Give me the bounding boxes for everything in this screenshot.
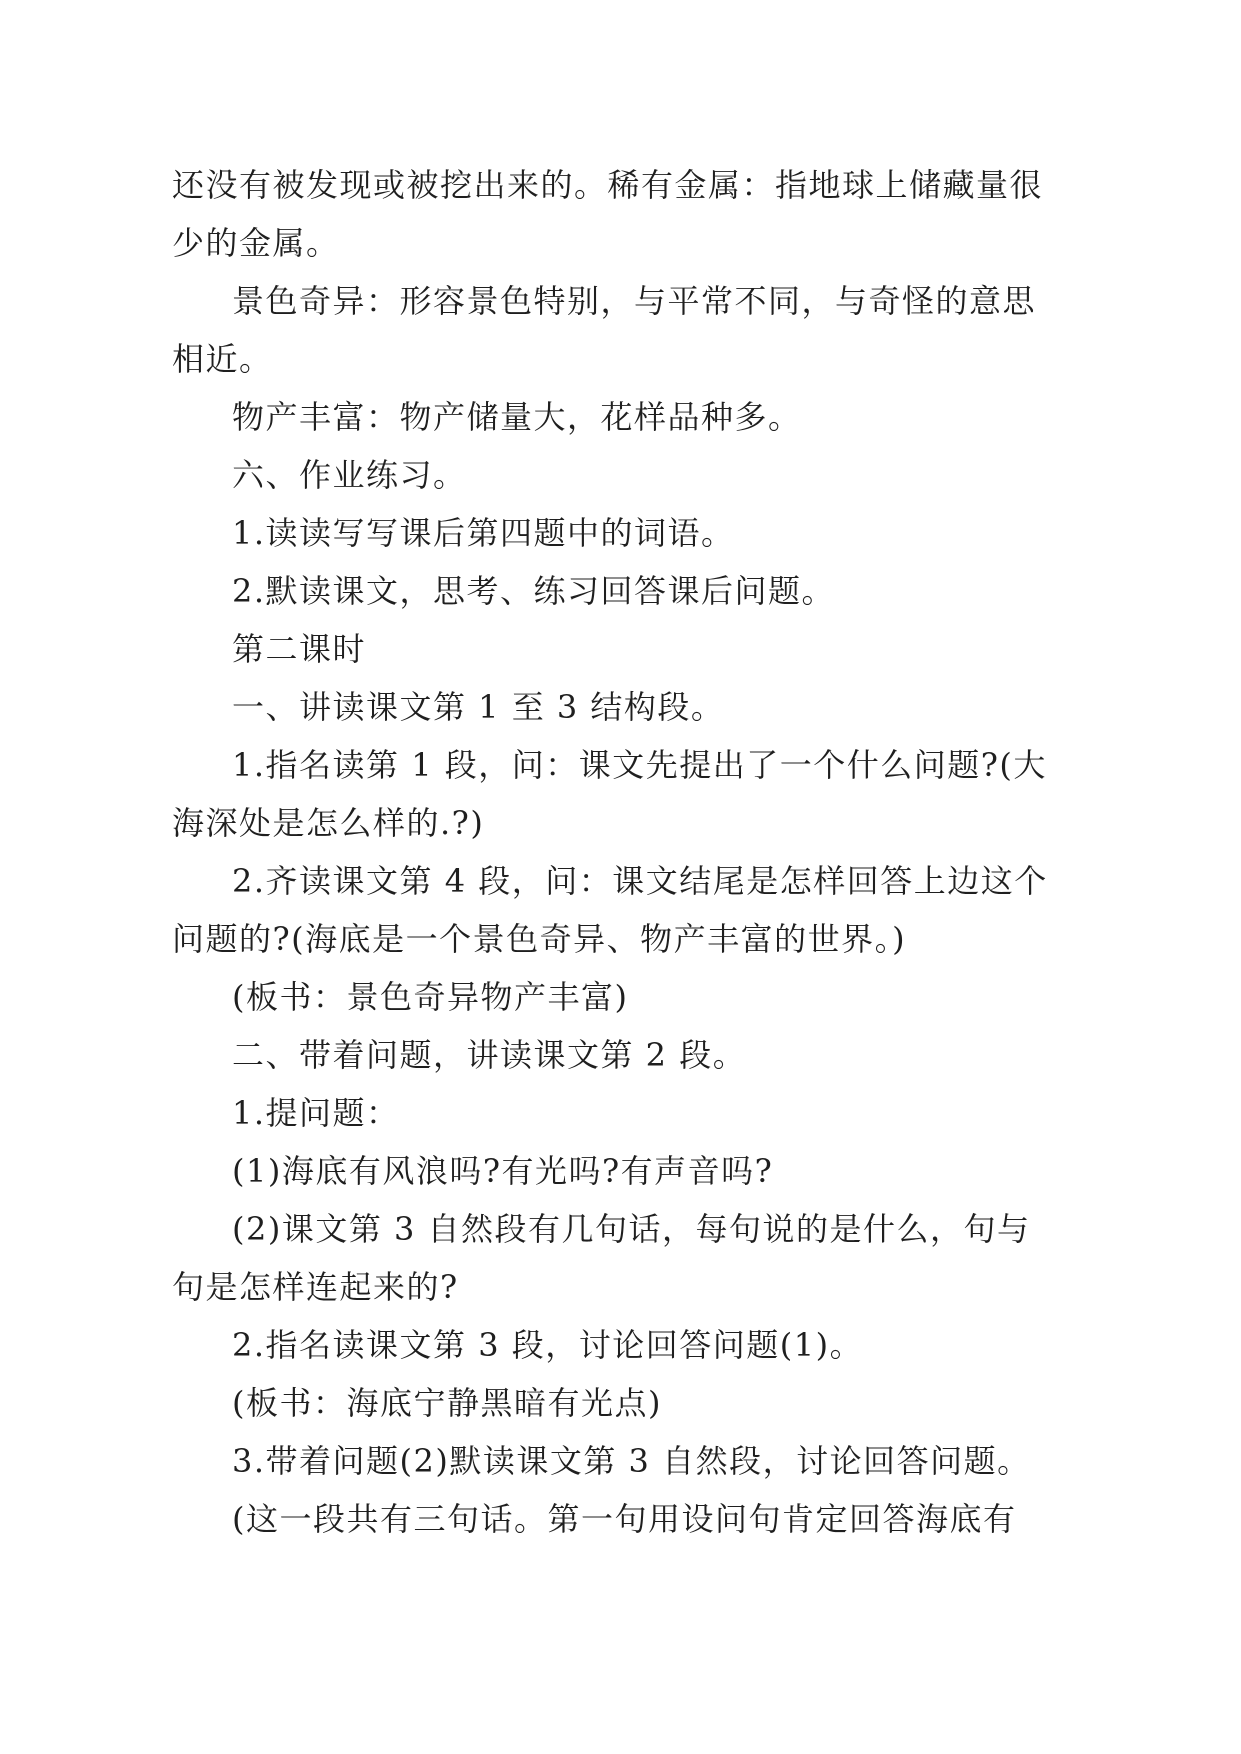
- text-line: (2)课文第 3 自然段有几句话，每句说的是什么，句与: [232, 1210, 1031, 1248]
- list-item: [172, 852, 1062, 968]
- list-item: [172, 1316, 1062, 1374]
- text-line: 2.默读课文，思考、练习回答课后问题。: [232, 572, 836, 610]
- text-line: 相近。: [172, 340, 273, 378]
- board-note: [172, 1374, 1062, 1432]
- text-line: 少的金属。: [172, 224, 340, 262]
- text-line: 2.指名读课文第 3 段，讨论回答问题(1)。: [232, 1326, 864, 1364]
- list-item: [172, 562, 1062, 620]
- paragraph: [172, 388, 1062, 446]
- list-item: [172, 1432, 1062, 1490]
- text-line: 一、讲读课文第 1 至 3 结构段。: [232, 688, 725, 726]
- text-line: 二、带着问题，讲读课文第 2 段。: [232, 1036, 747, 1074]
- text-line: 问题的?(海底是一个景色奇异、物产丰富的世界。): [172, 920, 907, 958]
- board-note: [172, 968, 1062, 1026]
- list-item: [172, 736, 1062, 852]
- text-line: (板书：景色奇异物产丰富): [232, 978, 629, 1016]
- paragraph: [172, 272, 1062, 388]
- section-heading: [172, 1026, 1062, 1084]
- text-line: (板书：海底宁静黑暗有光点): [232, 1384, 662, 1422]
- text-line: 第二课时: [232, 630, 367, 668]
- section-heading: [172, 678, 1062, 736]
- section-heading: [172, 446, 1062, 504]
- text-line: 1.提问题：: [232, 1094, 400, 1132]
- text-line: (1)海底有风浪吗?有光吗?有声音吗?: [232, 1152, 774, 1190]
- text-line: 1.指名读第 1 段，问：课文先提出了一个什么问题?(大: [232, 746, 1047, 784]
- paragraph: [172, 156, 1062, 272]
- list-item: [172, 1084, 1062, 1142]
- text-line: 物产丰富：物产储量大，花样品种多。: [232, 398, 802, 436]
- text-line: 还没有被发现或被挖出来的。稀有金属：指地球上储藏量很: [172, 166, 1044, 204]
- text-line: 2.齐读课文第 4 段，问：课文结尾是怎样回答上边这个: [232, 862, 1048, 900]
- text-line: 1.读读写写课后第四题中的词语。: [232, 514, 735, 552]
- list-item: [172, 504, 1062, 562]
- text-line: 海深处是怎么样的.?): [172, 804, 485, 842]
- text-line: 3.带着问题(2)默读课文第 3 自然段，讨论回答问题。: [232, 1442, 1031, 1480]
- paragraph: [172, 1490, 1062, 1548]
- question-item: [172, 1200, 1062, 1316]
- text-line: 景色奇异：形容景色特别，与平常不同，与奇怪的意思: [232, 282, 1037, 320]
- text-line: (这一段共有三句话。第一句用设问句肯定回答海底有: [232, 1500, 1017, 1538]
- question-item: [172, 1142, 1062, 1200]
- document-body: [172, 156, 1062, 1548]
- text-line: 句是怎样连起来的?: [172, 1268, 459, 1306]
- text-line: 六、作业练习。: [232, 456, 467, 494]
- lesson-heading: [172, 620, 1062, 678]
